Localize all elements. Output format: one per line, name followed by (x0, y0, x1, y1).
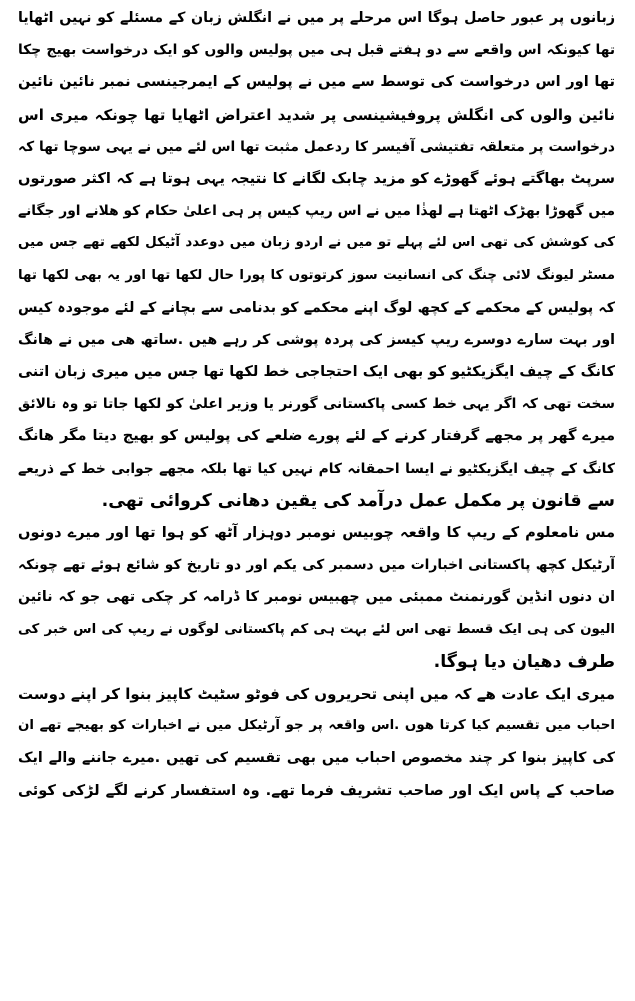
text-line: میرے گھر پر مجھے گرفتار کرنے کے لئے پورے ضلعے کی پولیس کو بھیج دیتا مگر ھانگ (18, 427, 615, 445)
text-line: ان دنوں انڈین گورنمنٹ ممبئی میں چھبیس نومبر کا ڈرامہ کر چکی تھی جو کہ نائین (18, 589, 615, 606)
text-line: آرٹیکل کچھ پاکستانی اخبارات میں دسمبر کی یکم اور دو تاریخ کو شائع ہوئے تھے چونکہ (18, 557, 615, 574)
text-line: سرپٹ بھاگتے ہوئے گھوڑے کو مزید چابک لگانے کا نتیجہ یہی ہوتا ہے کہ اکثر صورتوں (18, 169, 615, 187)
text-line: زبانوں پر عبور حاصل ہوگا اس مرحلے پر میں نے انگلش زبان کے مسئلے کو نہیں اٹھایا (18, 10, 615, 26)
text-line: احباب میں تقسیم کیا کرتا ھوں .اس واقعہ پر جو آرٹیکل میں نے اخبارات کو بھیجے تھے ان (18, 718, 615, 734)
text-line: مس نامعلوم کے ریپ کا واقعہ چوبیس نومبر دوہزار آٹھ کو ہوا تھا اور میرے دونوں (18, 524, 615, 541)
text-line: تھا کیونکہ اس واقعے سے دو ہفتے قبل ہی میں پولیس والوں کو ایک درخواست بھیج چکا (18, 42, 615, 59)
text-line: کی کوشش کی تھی اس لئے پہلے تو میں نے اردو زبان میں دوعدد آٹیکل لکھے تھے جس میں (18, 235, 615, 251)
text-line: تھا اور اس درخواست کی توسط سے میں نے پولیس کے ایمرجینسی نمبر نائین نائین (18, 73, 615, 91)
text-line: صاحب کے پاس ایک اور صاحب تشریف فرما تھے. وہ استفسار کرنے لگے لڑکی کوئی (18, 781, 615, 799)
text-line: میں گھوڑا بھڑک اٹھتا ہے لھذٰا میں نے اس ریپ کیس پر ہی اعلیٰ حکام کو ھلانے اور جگانے (18, 203, 615, 220)
text-line: کانگ کے چیف ایگزیکٹیو نے ایسا احمقانہ کام نہیں کیا تھا بلکہ مجھے جوابی خط کے ذریعے (18, 460, 615, 477)
text-line: الیون کی ہی ایک قسط تھی اس لئے بہت ہی کم پاکستانی لوگوں نے ریپ کی اس خبر کی (18, 621, 615, 637)
paragraph-1 (18, 2, 615, 517)
text-line: کانگ کے چیف ایگزیکٹیو کو بھی ایک احتجاجی خط لکھا تھا جس میں میری زبان اتنی (18, 363, 615, 381)
text-line: درخواست پر متعلقہ تفتیشی آفیسر کا ردعمل مثبت تھا اس لئے میں نے یہی سوچا تھا کہ (18, 138, 615, 155)
text-line: نائین والوں کی انگلش پروفیشینسی پر شدید اعتراض اٹھایا تھا چونکہ میری اس (18, 105, 615, 124)
text-line: مسٹر لیونگ لائی چنگ کی انسانیت سوز کرتوتوں کا پورا حال لکھا تھا اور یہ بھی لکھا تھا (18, 267, 615, 283)
text-line: سے قانون پر مکمل عمل درآمد کی یقین دھانی کروائی تھی. (101, 490, 615, 511)
paragraph-2 (18, 517, 615, 678)
paragraph-3 (18, 678, 615, 807)
text-line: میری ایک عادت ھے کہ میں اپنی تحریروں کی فوٹو سٹیٹ کاپیز بنوا کر اپنے دوست (18, 684, 615, 703)
text-line: طرف دھیان دیا ہوگا. (433, 651, 615, 672)
text-line: اور بہت سارے دوسرے ریپ کیسز کی پردہ پوشی کر رہے ھیں .ساتھ ھی میں نے ھانگ (18, 331, 615, 348)
text-line: سخت تھی کہ اگر یہی خط کسی پاکستانی گورنر یا وزیر اعلیٰ کو لکھا جاتا تو وہ نالائق (18, 396, 615, 413)
text-line: کہ پولیس کے محکمے کے کچھ لوگ اپنے محکمے کو بدنامی سے بچانے کے لئے موجودہ کیس (18, 299, 615, 316)
text-line: کی کاپیز بنوا کر چند مخصوص احباب میں بھی تقسیم کی تھیں .میرے جاننے والے ایک (18, 750, 615, 767)
